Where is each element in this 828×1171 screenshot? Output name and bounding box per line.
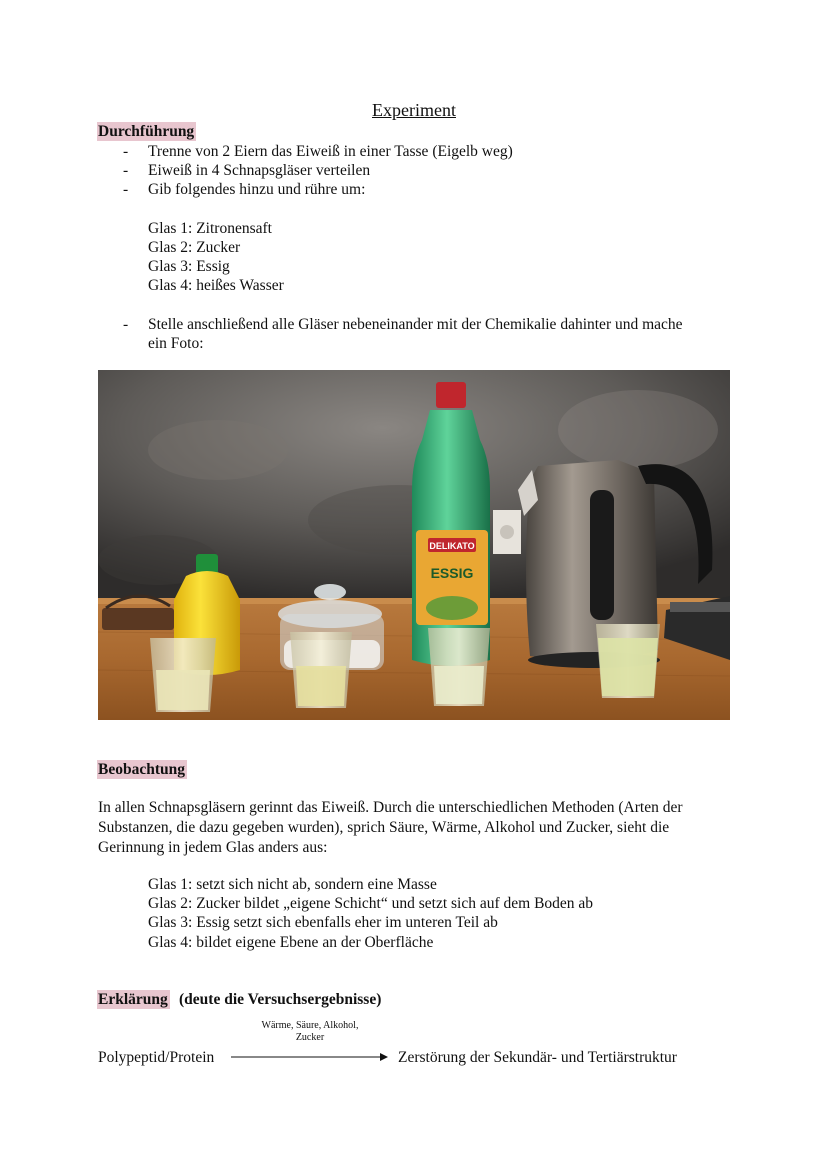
shot-glass-3	[428, 628, 490, 706]
glass-2-ingredient: Glas 2: Zucker	[148, 239, 241, 256]
observation-paragraph-line-2: Substanzen, die dazu gegeben wurden), sprich Säure, Wärme, Alkohol und Zucker, sieht die	[98, 819, 670, 836]
final-step-line-2: ein Foto:	[148, 335, 204, 352]
arrow-label-line-1: Wärme, Säure, Alkohol,	[261, 1020, 359, 1031]
glass-3-ingredient: Glas 3: Essig	[148, 258, 230, 275]
erklaerung-heading: Erklärung	[98, 991, 168, 1008]
glass-3-observation: Glas 3: Essig setzt sich ebenfalls eher im unteren Teil ab	[148, 914, 498, 931]
destruction-term: Zerstörung der Sekundär- und Tertiärstruktur	[398, 1049, 677, 1066]
vinegar-bottle-cap	[436, 382, 466, 408]
bottle-label-text: ESSIG	[430, 565, 474, 581]
shot-glass-1	[150, 638, 216, 712]
step-2: Eiweiß in 4 Schnapsgläser verteilen	[148, 162, 371, 179]
list-dash: -	[123, 316, 129, 333]
list-dash: -	[123, 181, 129, 198]
glass-4-observation: Glas 4: bildet eigene Ebene an der Oberfläche	[148, 934, 434, 951]
glass-2-observation: Glas 2: Zucker bildet „eigene Schicht“ und setzt sich auf dem Boden ab	[148, 895, 594, 912]
page-title: Experiment	[372, 100, 456, 120]
polypeptide-term: Polypeptid/Protein	[98, 1049, 215, 1066]
basket	[102, 608, 174, 630]
shot-glass-2	[290, 632, 352, 708]
step-3: Gib folgendes hinzu und rühre um:	[148, 181, 366, 198]
arrow-label-line-2: Zucker	[295, 1032, 325, 1043]
durchfuehrung-heading: Durchführung	[98, 123, 195, 140]
observation-paragraph-line-3: Gerinnung in jedem Glas anders aus:	[98, 839, 328, 856]
glass-1-observation: Glas 1: setzt sich nicht ab, sondern eine Masse	[148, 876, 437, 893]
list-dash: -	[123, 143, 129, 160]
step-1: Trenne von 2 Eiern das Eiweiß in einer Tasse (Eigelb weg)	[148, 143, 513, 160]
shot-glass-4	[596, 624, 660, 698]
beobachtung-heading: Beobachtung	[98, 761, 185, 778]
final-step-line-1: Stelle anschließend alle Gläser nebeneinander mit der Chemikalie dahinter und mache	[148, 316, 683, 333]
bottle-brand-text: DELIKATO	[429, 541, 475, 551]
kettle-water-window	[590, 490, 614, 620]
glass-4-ingredient: Glas 4: heißes Wasser	[148, 277, 284, 294]
erklaerung-subheading: (deute die Versuchsergebnisse)	[179, 991, 382, 1008]
observation-paragraph-line-1: In allen Schnapsgläsern gerinnt das Eiweiß. Durch die unterschiedlichen Methoden (Arten der	[98, 799, 683, 816]
reaction-arrow	[230, 1050, 390, 1064]
experiment-photo	[98, 370, 730, 720]
list-dash: -	[123, 162, 129, 179]
glass-1-ingredient: Glas 1: Zitronensaft	[148, 220, 272, 237]
